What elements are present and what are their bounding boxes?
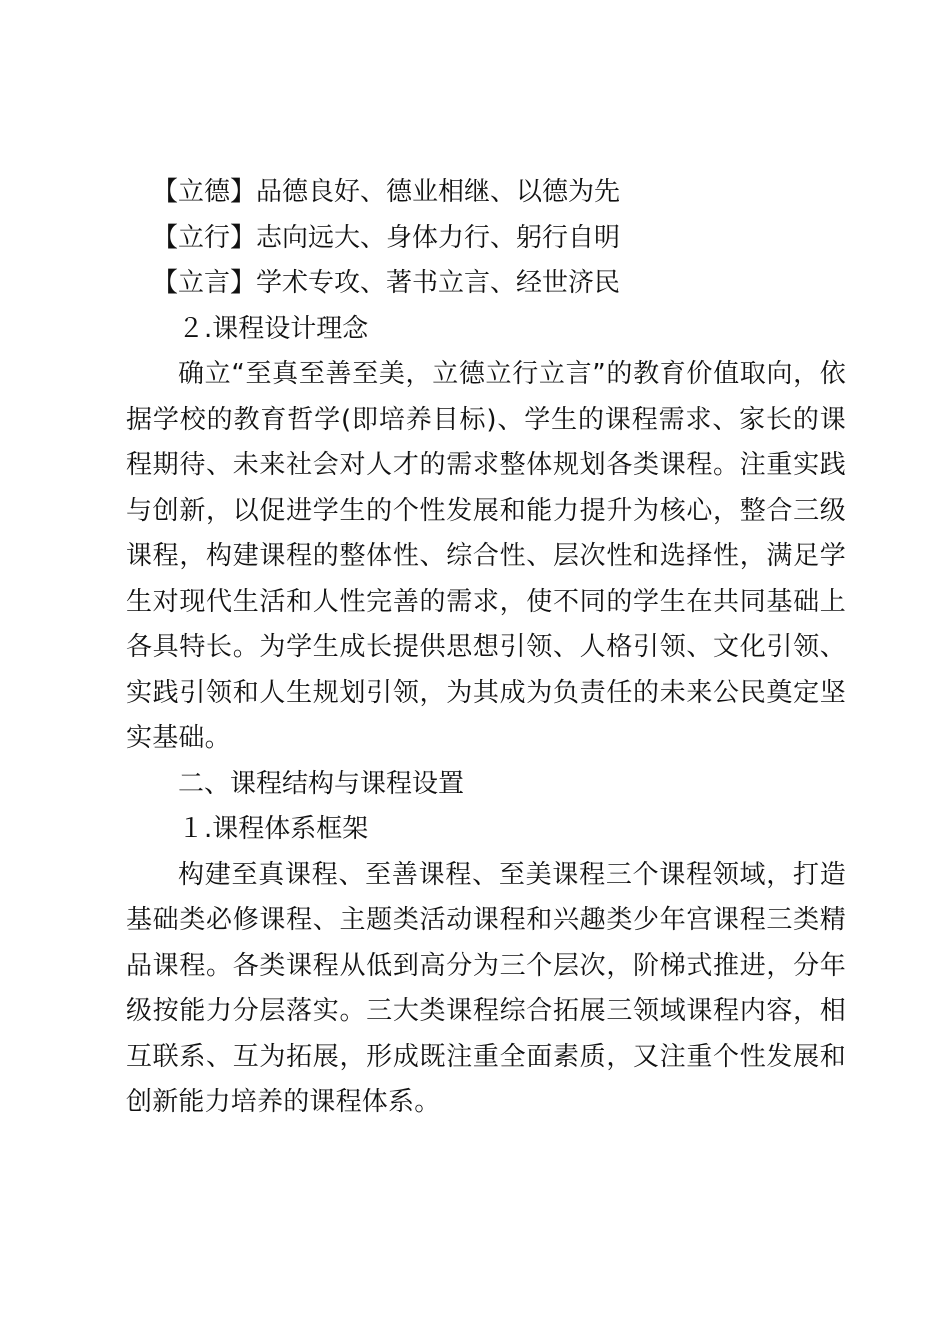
heading-design-concept: ２.课程设计理念 <box>178 313 369 344</box>
virtue-line-liyan: 【立言】学术专攻、著书立言、经世济民 <box>152 268 621 298</box>
document-body <box>126 170 846 1126</box>
paragraph-design-concept: 确立“至真至善至美，立德立行立言”的教育价值取向，依据学校的教育哲学(即培养目标)、学生的课程需求、家长的课程期待、未来社会对人才的需求整体规划各类课程。注重实践与创新，以促进学生的个性发展和能力提升为核心，整合三级课程，构建课程的整体性、综合性、层次性和选择性，满足学生对现代生活和人性完善的需求，使不同的学生在共同基础上各具特长。为学生成长提供思想引领、人格引领、文化引领、实践引领和人生规划引领，为其成为负责任的未来公民奠定坚实基础。 <box>126 359 846 753</box>
virtue-line-lixing: 【立行】志向远大、身体力行、躬行自明 <box>152 222 621 253</box>
virtue-line-lide: 【立德】品德良好、德业相继、以德为先 <box>152 177 621 207</box>
heading-course-framework: １.课程体系框架 <box>178 814 369 844</box>
heading-section-two: 二、课程结构与课程设置 <box>178 768 465 799</box>
paragraph-course-framework: 构建至真课程、至善课程、至美课程三个课程领域，打造基础类必修课程、主题类活动课程和兴趣类少年宫课程三类精品课程。各类课程从低到高分为三个层次，阶梯式推进，分年级按能力分层落实。三大类课程综合拓展三领域课程内容，相互联系、互为拓展，形成既注重全面素质，又注重个性发展和创新能力培养的课程体系。 <box>126 859 846 1117</box>
